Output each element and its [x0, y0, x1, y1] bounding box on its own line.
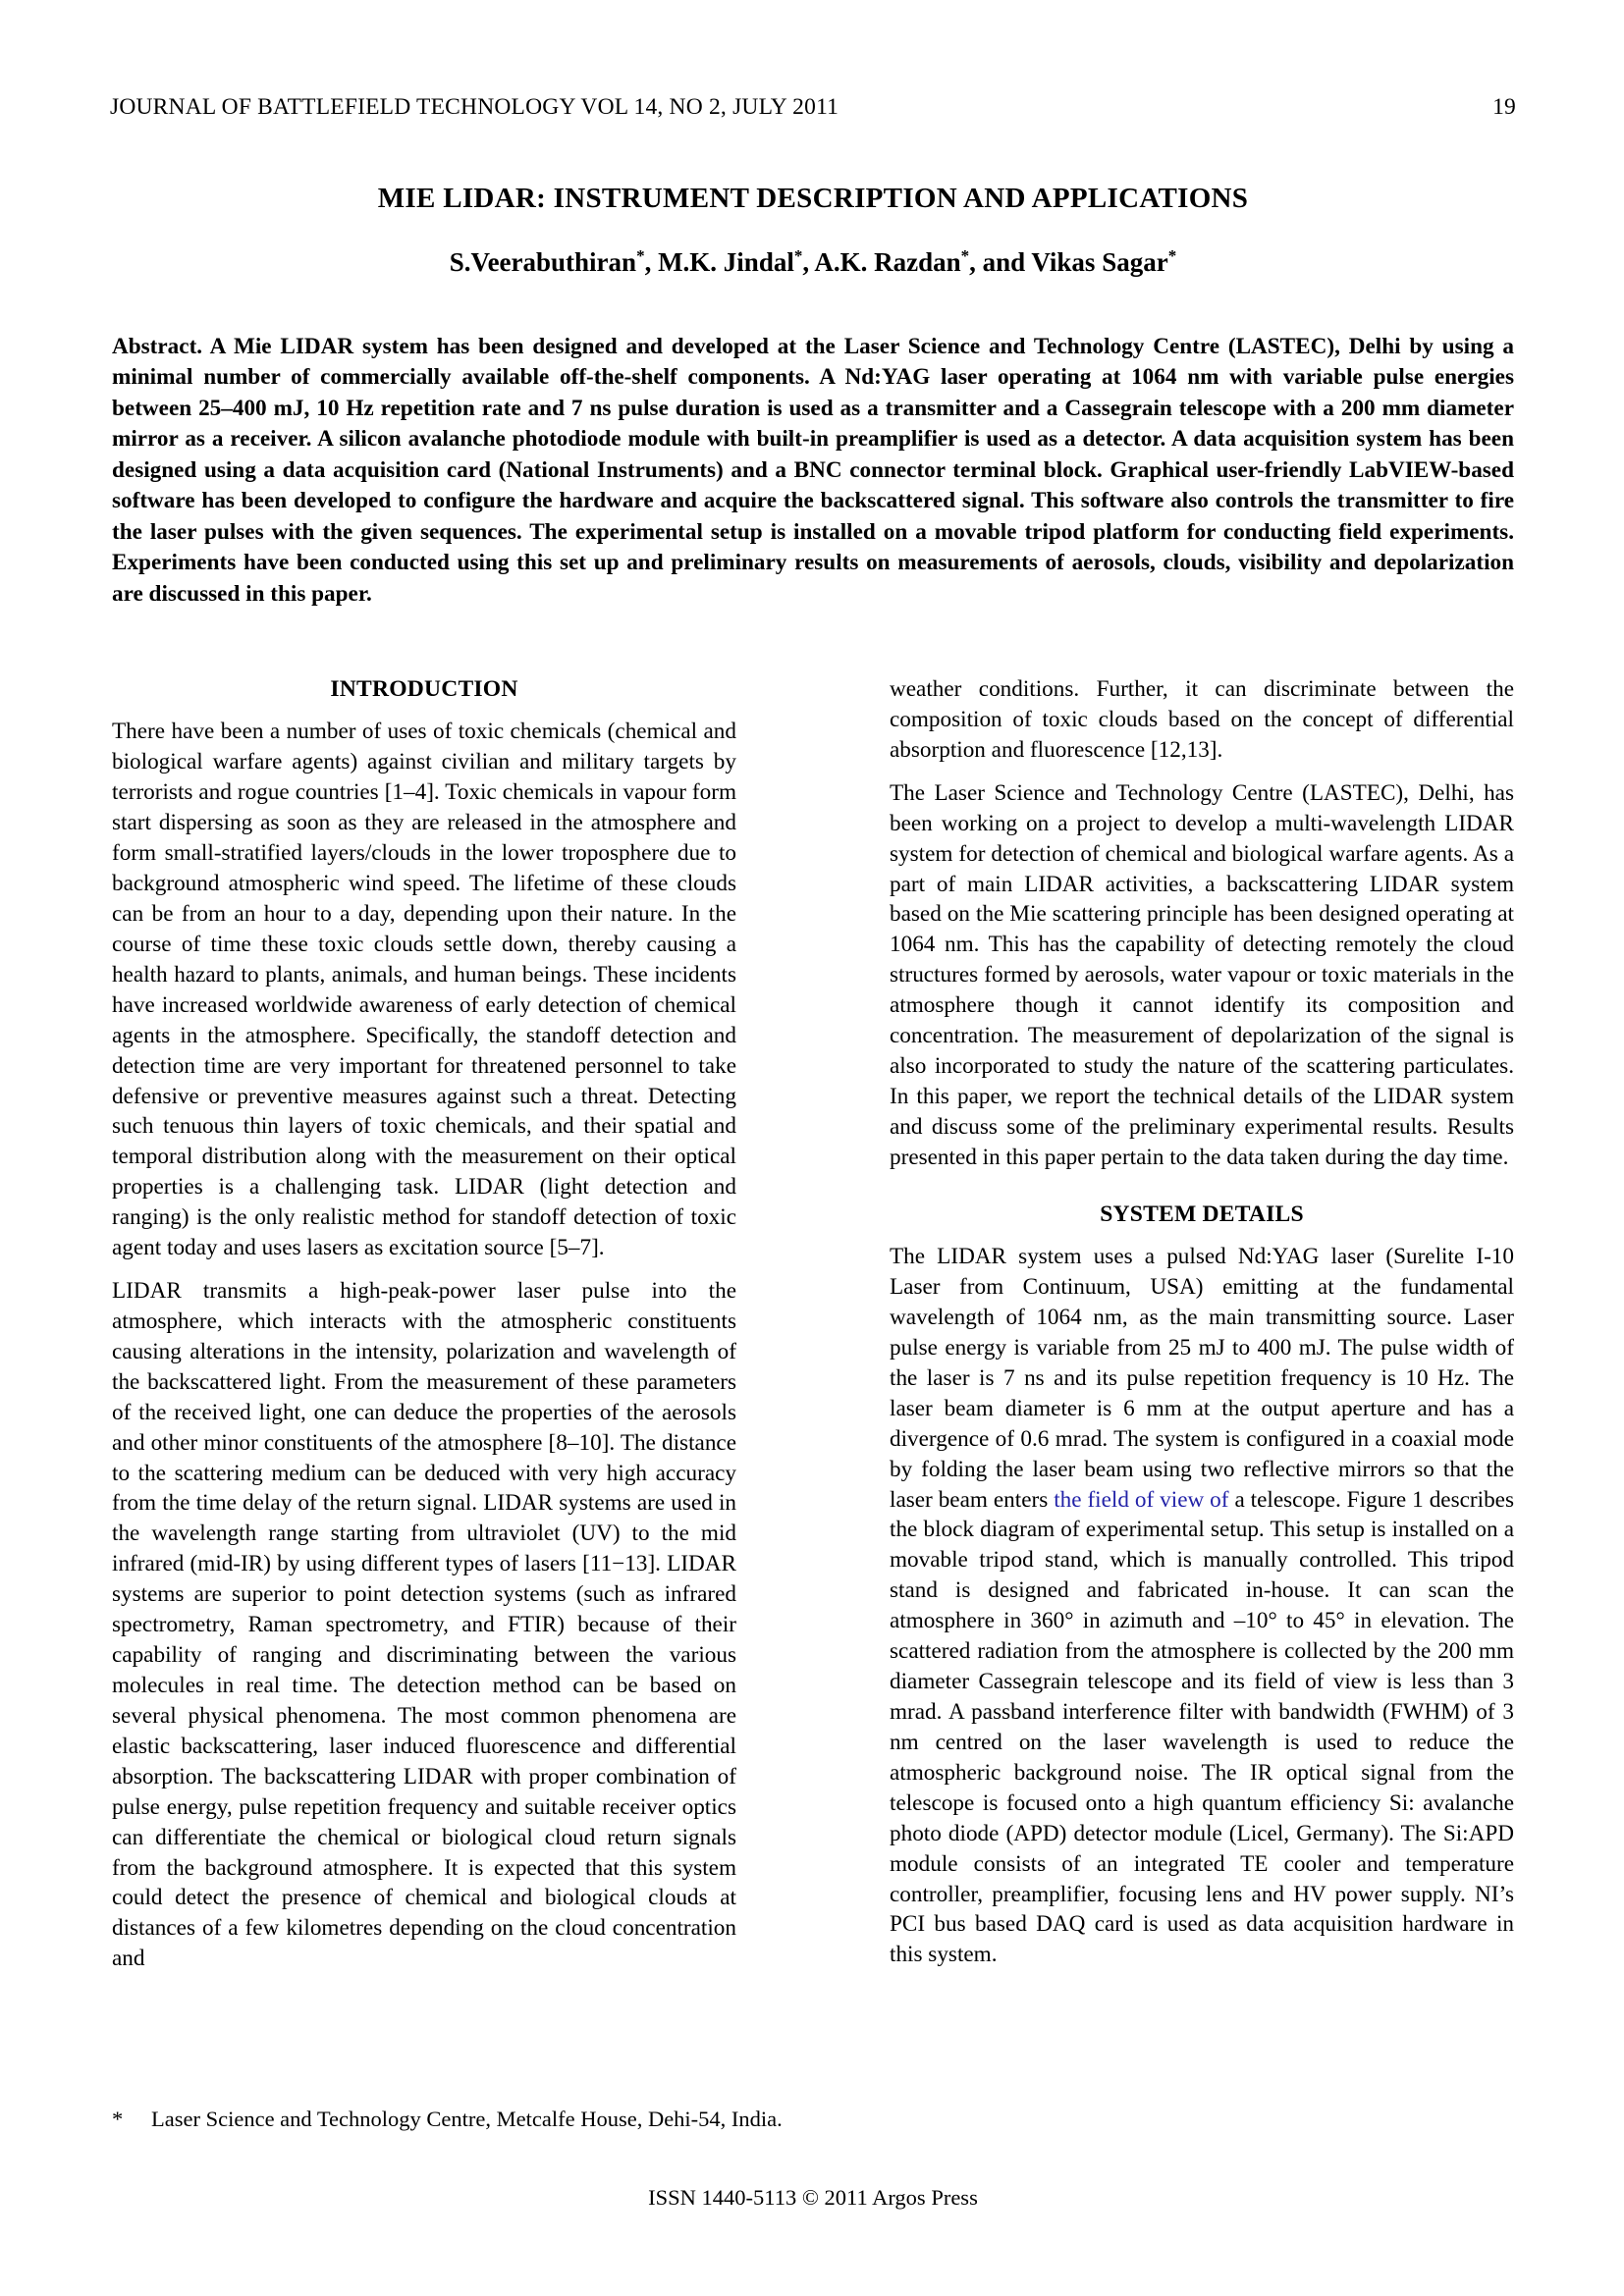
paragraph: There have been a number of uses of toxic chemicals (chemical and biological warfare agents) against civilian and military targets by terrorists and rogue countries [1–4]. Toxic chemicals in vapour form start dispersing as soon as they are released in the atmosphere and form small-stratified layers/clouds in the lower troposphere due to background atmospheric wind speed. The lifetime of these clouds can be from an hour to a day, depending upon their nature. In the course of time these toxic clouds settle down, thereby causing a health hazard to plants, animals, and human beings. These incidents have increased worldwide awareness of early detection of chemical agents in the atmosphere. Specifically, the standoff detection and detection time are very important for threatened personnel to take defensive or preventive measures against such a threat. Detecting such tenuous thin layers of toxic chemicals, and their spatial and temporal distribution along with the measurement on their optical properties is a challenging task. LIDAR (light detection and ranging) is the only realistic method for standoff detection of toxic agent today and uses lasers as excitation source [5–7].	[112, 719, 736, 1261]
page-footer: ISSN 1440-5113 © 2011 Argos Press	[648, 2185, 978, 2210]
left-column	[112, 674, 736, 1974]
running-head	[110, 94, 1516, 121]
author-separator: ,	[802, 247, 815, 277]
section-heading-system-details: SYSTEM DETAILS	[1100, 1201, 1304, 1227]
section-heading-introduction: INTRODUCTION	[330, 676, 518, 702]
author-name: S.Veerabuthiran	[449, 247, 637, 277]
paragraph-system-details	[890, 1242, 1514, 1970]
author-list	[110, 247, 1516, 278]
two-column-body	[112, 674, 1514, 2029]
journal-citation-line: JOURNAL OF BATTLEFIELD TECHNOLOGY VOL 14, NO 2, JULY 2011	[110, 94, 839, 120]
author-name: Vikas Sagar	[1031, 247, 1168, 277]
affiliation-marker: *	[960, 246, 970, 265]
footnote	[112, 2105, 1094, 2133]
page-title: MIE LIDAR: INSTRUMENT DESCRIPTION AND APPLICATIONS	[377, 183, 1249, 214]
paragraph: LIDAR transmits a high-peak-power laser pulse into the atmosphere, which interacts with the atmospheric constituents causing alterations in the intensity, polarization and wavelength of the backscattered light. From the measurement of these parameters of the received light, one can deduce the properties of the aerosols and other minor constituents of the atmosphere [8–10]. The distance to the scattering medium can be deduced with very high accuracy from the time delay of the return signal. LIDAR systems are used in the wavelength range starting from ultraviolet (UV) to the mid infrared (mid-IR) by using different types of lasers [11−13]. LIDAR systems are superior to point detection systems (such as infrared spectrometry, Raman spectrometry, and FTIR) because of their capability of ranging and discriminating between the various molecules in real time. The detection method can be based on several physical phenomena. The most common phenomena are elastic backscattering, laser induced fluorescence and differential absorption. The backscattering LIDAR with proper combination of pulse energy, pulse repetition frequency and suitable receiver optics can differentiate the chemical or biological cloud return signals from the background atmosphere. It is expected that this system could detect the presence of chemical and biological clouds at distances of a few kilometres depending on the cloud concentration and	[112, 1278, 736, 1972]
author-separator: , and	[969, 247, 1032, 277]
right-column	[890, 674, 1514, 1970]
paragraph-text-after-link: a telescope. Figure 1 describes the block diagram of experimental setup. This setup is installed on a movable tripod stand, which is manually controlled. This tripod stand is designed and fabricated in-house. It can scan the atmosphere in 360° in azimuth and –10° to 45° in elevation. The scattered radiation from the atmosphere is collected by the 200 mm diameter Cassegrain telescope and its field of view is less than 3 mrad. A passband interference filter with bandwidth (FWHM) of 3 nm centred on the laser wavelength is used to reduce the atmospheric background noise. The IR optical signal from the telescope is focused onto a high quantum efficiency Si: avalanche photo diode (APD) detector module (Licel, Germany). The Si:APD module consists of an integrated TE cooler and temperature controller, preamplifier, focusing lens and HV power supply. NI’s PCI bus based DAQ card is used as data acquisition hardware in this system.	[890, 1486, 1514, 1968]
footnote-marker: *	[112, 2107, 124, 2131]
footnote-text: Laser Science and Technology Centre, Metcalfe House, Dehi-54, India.	[151, 2107, 783, 2131]
paragraph: The Laser Science and Technology Centre (LASTEC), Delhi, has been working on a project to develop a multi-wavelength LIDAR system for detection of chemical and biological warfare agents. As a part of main LIDAR activities, a backscattering LIDAR system based on the Mie scattering principle has been designed operating at 1064 nm. This has the capability of detecting remotely the cloud structures formed by aerosols, water vapour or toxic materials in the atmosphere though it cannot identify its composition and concentration. The measurement of depolarization of the signal is also incorporated to study the nature of the scattering particulates. In this paper, we report the technical details of the LIDAR system and discuss some of the preliminary experimental results. Results presented in this paper pertain to the data taken during the day time.	[890, 779, 1514, 1170]
affiliation-marker: *	[636, 246, 645, 265]
paragraph-text-before-link: The LIDAR system uses a pulsed Nd:YAG laser (Surelite I-10 Laser from Continuum, USA) emitting at the fundamental wavelength of 1064 nm, as the main transmitting source. Laser pulse energy is variable from 25 mJ to 400 mJ. The pulse width of the laser is 7 ns and its pulse repetition frequency is 10 Hz. The laser beam diameter is 6 mm at the output aperture and has a divergence of 0.6 mrad. The system is configured in a coaxial mode by folding the laser beam using two reflective mirrors so that the laser beam enters	[890, 1244, 1514, 1513]
abstract-block: Abstract. A Mie LIDAR system has been designed and developed at the Laser Science and Technology Centre (LASTEC), Delhi by using a minimal number of commercially available off-the-shelf components. A Nd:YAG laser operating at 1064 nm with variable pulse energies between 25–400 mJ, 10 Hz repetition rate and 7 ns pulse duration is used as a transmitter and a Cassegrain telescope with a 200 mm diameter mirror as a receiver. A silicon avalanche photodiode module with built-in preamplifier is used as a detector. A data acquisition system has been designed using a data acquisition card (National Instruments) and a BNC connector terminal block. Graphical user-friendly LabVIEW-based software has been developed to configure the hardware and acquire the backscattered signal. This software also controls the transmitter to fire the laser pulses with the given sequences. The experimental setup is installed on a movable tripod platform for conducting field experiments. Experiments have been conducted using this set up and preliminary results on measurements of aerosols, clouds, visibility and depolarization are discussed in this paper.	[112, 334, 1514, 607]
page-number: 19	[1492, 94, 1516, 120]
author-separator: ,	[644, 247, 659, 277]
footnote-separator-rule	[112, 2083, 436, 2084]
author-name: A.K. Razdan	[814, 247, 961, 277]
paragraph: weather conditions. Further, it can discriminate between the composition of toxic clouds based on the concept of differential absorption and fluorescence [12,13].	[890, 676, 1514, 763]
affiliation-marker: *	[1167, 246, 1177, 265]
affiliation-marker: *	[793, 246, 803, 265]
field-of-view-hyperlink[interactable]: the field of view of	[1054, 1486, 1229, 1513]
author-name: M.K. Jindal	[658, 247, 794, 277]
